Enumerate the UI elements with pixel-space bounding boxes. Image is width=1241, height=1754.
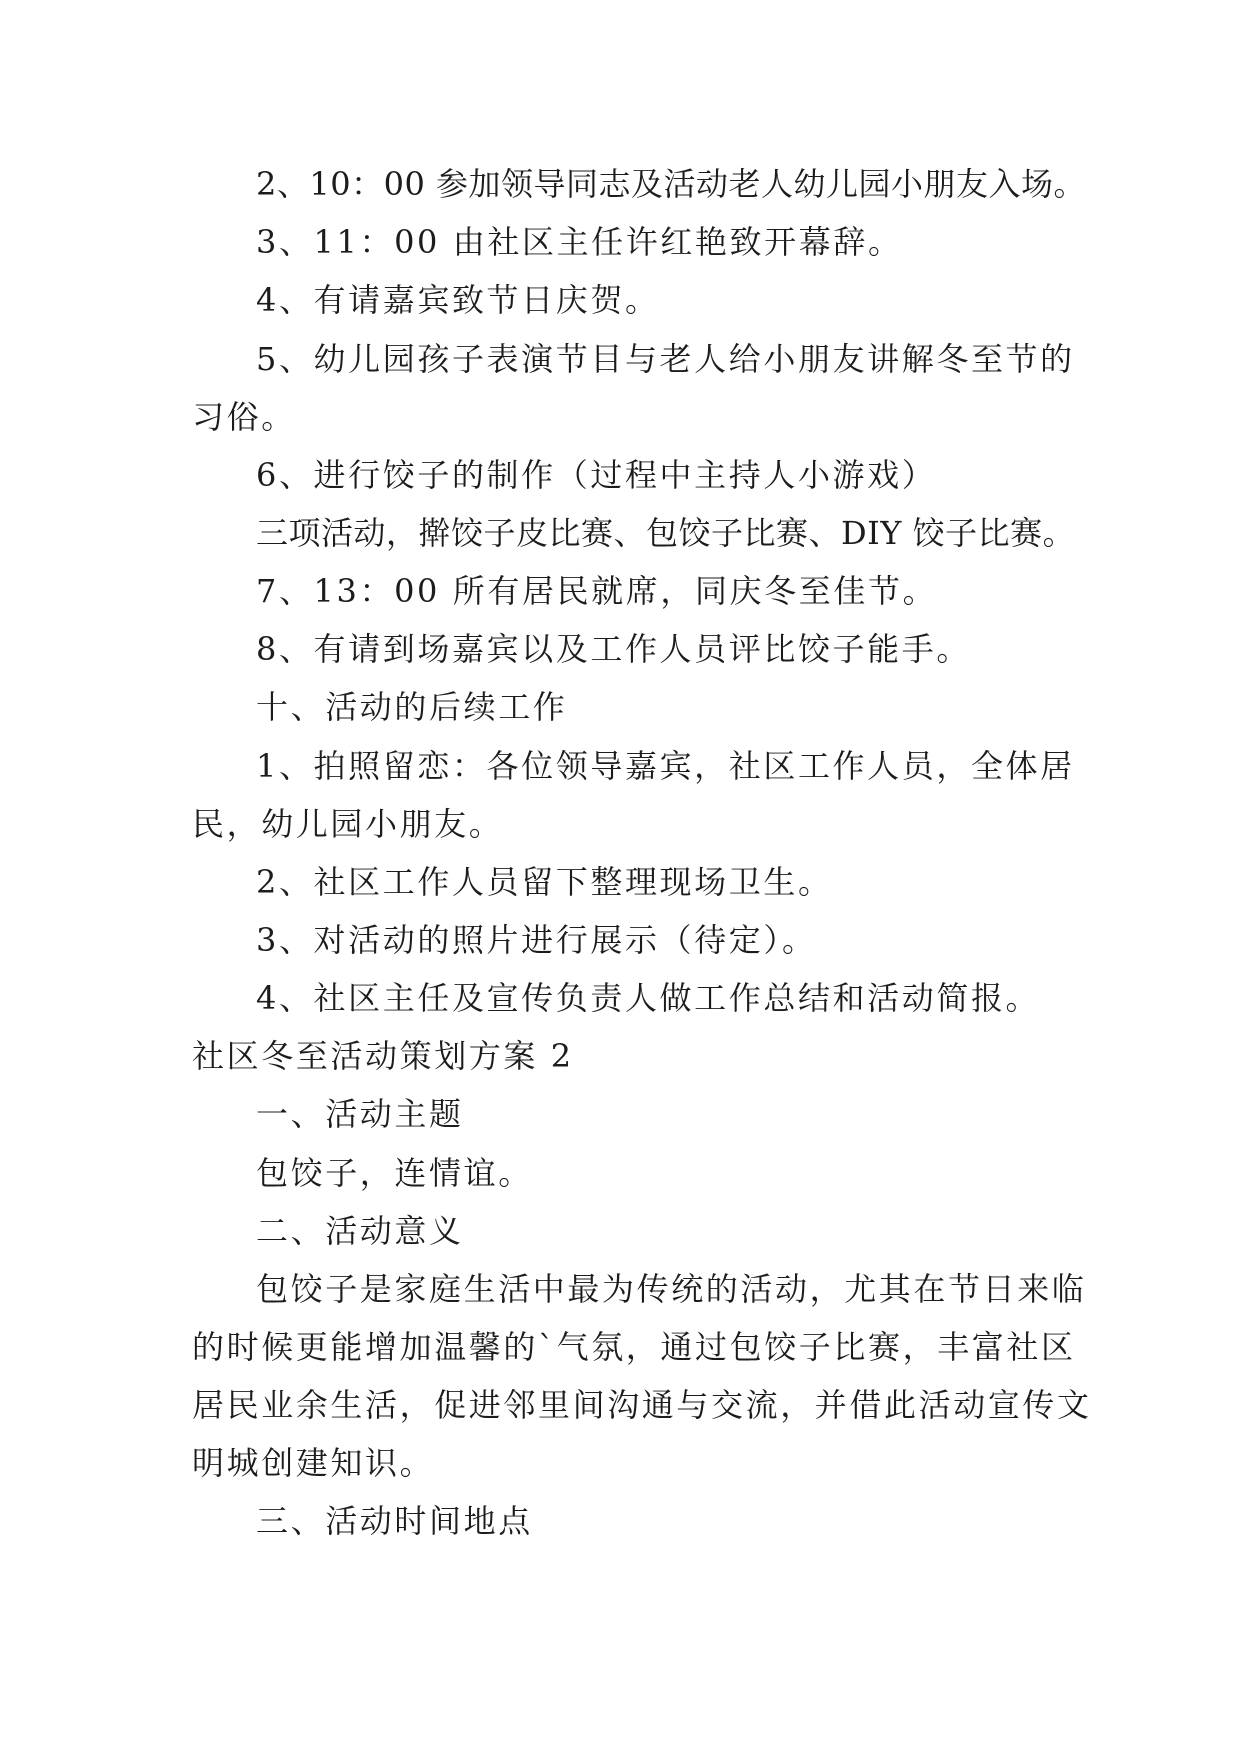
meaning-paragraph-line-4: 明城创建知识。 xyxy=(192,1444,435,1482)
schedule-item-3: 3、11：00 由社区主任许红艳致开幕辞。 xyxy=(256,223,903,261)
plan-2-title: 社区冬至活动策划方案 2 xyxy=(192,1037,574,1075)
schedule-item-5-continued: 习俗。 xyxy=(192,398,296,436)
follow-up-item-1: 1、拍照留恋：各位领导嘉宾，社区工作人员，全体居 xyxy=(256,747,1075,785)
section-heading-meaning: 二、活动意义 xyxy=(256,1212,464,1250)
schedule-item-5: 5、幼儿园孩子表演节目与老人给小朋友讲解冬至节的 xyxy=(256,340,1075,378)
schedule-item-7: 7、13：00 所有居民就席，同庆冬至佳节。 xyxy=(256,572,938,610)
schedule-item-6: 6、进行饺子的制作（过程中主持人小游戏） xyxy=(256,456,937,494)
schedule-item-2: 2、10：00 参加领导同志及活动老人幼儿园小朋友入场。 xyxy=(256,165,1086,203)
follow-up-item-1-continued: 民，幼儿园小朋友。 xyxy=(192,805,504,843)
theme-text: 包饺子，连情谊。 xyxy=(256,1154,533,1192)
schedule-item-6-activities: 三项活动，擀饺子皮比赛、包饺子比赛、DIY 饺子比赛。 xyxy=(256,514,1076,552)
section-heading-theme: 一、活动主题 xyxy=(256,1095,464,1133)
meaning-paragraph-line-2: 的时候更能增加温馨的`气氛，通过包饺子比赛，丰富社区 xyxy=(192,1328,1076,1366)
follow-up-item-4: 4、社区主任及宣传负责人做工作总结和活动简报。 xyxy=(256,979,1041,1017)
schedule-item-8: 8、有请到场嘉宾以及工作人员评比饺子能手。 xyxy=(256,630,971,668)
follow-up-item-2: 2、社区工作人员留下整理现场卫生。 xyxy=(256,863,833,901)
schedule-item-4: 4、有请嘉宾致节日庆贺。 xyxy=(256,281,660,319)
meaning-paragraph-line-3: 居民业余生活，促进邻里间沟通与交流，并借此活动宣传文 xyxy=(192,1386,1092,1424)
meaning-paragraph-line-1: 包饺子是家庭生活中最为传统的活动，尤其在节日来临 xyxy=(256,1270,1087,1308)
section-heading-follow-up: 十、活动的后续工作 xyxy=(256,688,568,726)
follow-up-item-3: 3、对活动的照片进行展示（待定）。 xyxy=(256,921,817,959)
section-heading-time-place: 三、活动时间地点 xyxy=(256,1502,533,1540)
